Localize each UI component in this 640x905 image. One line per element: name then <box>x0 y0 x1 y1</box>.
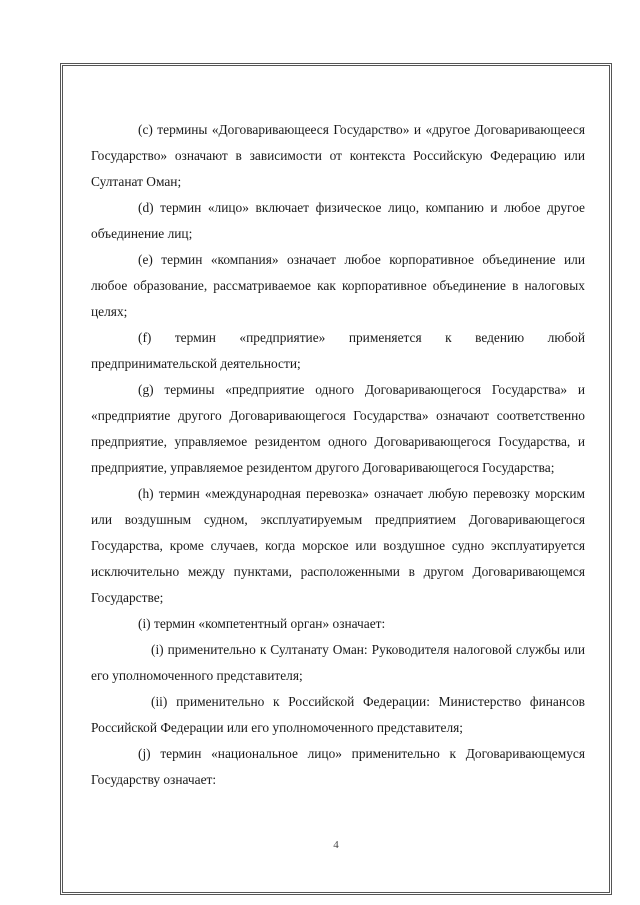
subparagraph-ii-russia: (ii) применительно к Российской Федерации: Министерство финансов Российской Федерации или его уполномоченного представителя; <box>91 694 585 735</box>
paragraph-h: (h) термин «международная перевозка» означает любую перевозку морским или воздушным судном, эксплуатируемым предприятием Договаривающегося Государства, кроме случаев, когда морское или воздушное судно эксплуатируется исключительно между пунктами, расположенными в другом Договаривающемся Государстве; <box>91 486 585 605</box>
paragraph-f: (f) термин «предприятие» применяется к ведению любой предпринимательской деятельности; <box>91 330 585 371</box>
paragraph-c: (c) термины «Договаривающееся Государство» и «другое Договаривающееся Государство» означают в зависимости от контекста Российскую Федерацию или Султанат Оман; <box>91 122 585 189</box>
subparagraph-i-oman: (i) применительно к Султанату Оман: Руководителя налоговой службы или его уполномоченного представителя; <box>91 642 585 683</box>
paragraph-d: (d) термин «лицо» включает физическое лицо, компанию и любое другое объединение лиц; <box>91 200 585 241</box>
page-number: 4 <box>333 839 339 851</box>
paragraph-i: (i) термин «компетентный орган» означает: <box>138 616 386 631</box>
paragraph-j: (j) термин «национальное лицо» применительно к Договаривающемуся Государству означает: <box>91 746 585 787</box>
document-body <box>91 117 585 793</box>
paragraph-e: (e) термин «компания» означает любое корпоративное объединение или любое образование, рассматриваемое как корпоративное объединение в налоговых целях; <box>91 252 585 319</box>
paragraph-g: (g) термины «предприятие одного Договаривающегося Государства» и «предприятие другого Договаривающегося Государства» означают соответственно предприятие, управляемое резидентом одного Договаривающегося Государства, и предприятие, управляемое резидентом другого Договаривающегося Государства; <box>91 382 585 475</box>
document-page <box>60 63 612 895</box>
